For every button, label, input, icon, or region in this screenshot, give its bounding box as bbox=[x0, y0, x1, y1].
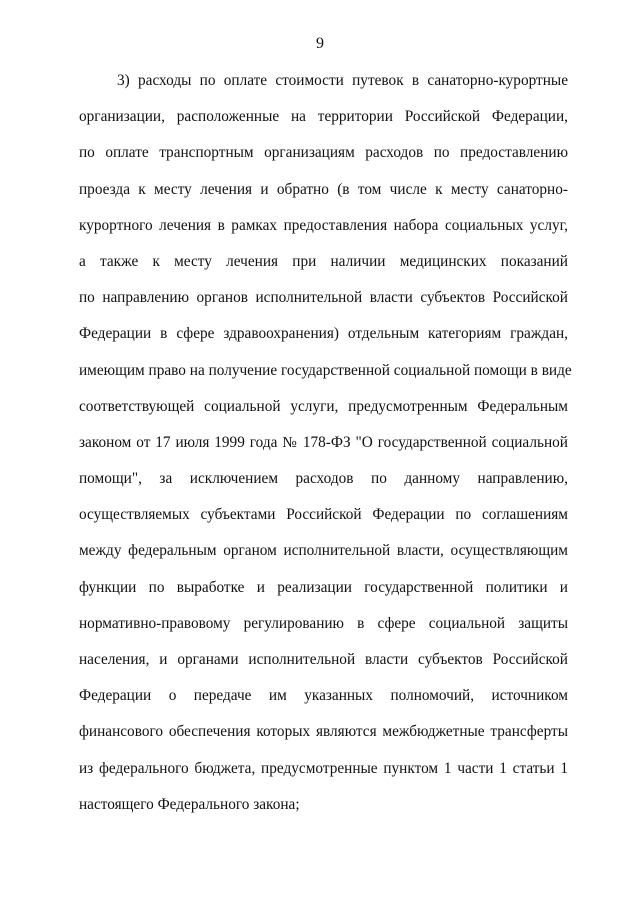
paragraph-line: организации, расположенные на территории Российской Федерации, bbox=[79, 108, 568, 126]
paragraph-line: настоящего Федерального закона; bbox=[79, 795, 300, 813]
paragraph-line: 3) расходы по оплате стоимости путевок в санаторно-курортные bbox=[117, 72, 568, 89]
paragraph-line: проезда к месту лечения и обратно (в том числе к месту санаторно- bbox=[79, 180, 568, 198]
paragraph-line: функции по выработке и реализации государственной политики и bbox=[79, 578, 568, 596]
paragraph-line: а также к месту лечения при наличии медицинских показаний bbox=[79, 252, 568, 270]
paragraph-line: по оплате транспортным организациям расходов по предоставлению bbox=[79, 144, 568, 162]
page-number: 9 bbox=[316, 35, 324, 52]
paragraph-line: нормативно-правовому регулированию в сфере социальной защиты bbox=[79, 614, 568, 632]
paragraph-line: курортного лечения в рамках предоставления набора социальных услуг, bbox=[79, 216, 568, 234]
paragraph-line: осуществляемых субъектами Российской Федерации по соглашениям bbox=[79, 506, 568, 524]
paragraph-line: Федерации о передаче им указанных полномочий, источником bbox=[79, 687, 568, 705]
paragraph-line: населения, и органами исполнительной власти субъектов Российской bbox=[79, 651, 568, 668]
paragraph-line: помощи", за исключением расходов по данному направлению, bbox=[79, 470, 568, 488]
paragraph-line: по направлению органов исполнительной власти субъектов Российской bbox=[79, 289, 568, 307]
paragraph-line: между федеральным органом исполнительной власти, осуществляющим bbox=[79, 542, 568, 560]
paragraph bbox=[79, 67, 572, 827]
paragraph-line: имеющим право на получение государственной социальной помощи в виде bbox=[79, 361, 572, 379]
paragraph-line: финансового обеспечения которых являются межбюджетные трансферты bbox=[79, 723, 568, 741]
paragraph-line: Федерации в сфере здравоохранения) отдельным категориям граждан, bbox=[79, 325, 568, 343]
paragraph-line: законом от 17 июля 1999 года № 178-ФЗ "О государственной социальной bbox=[79, 433, 568, 451]
paragraph-line: из федерального бюджета, предусмотренные пунктом 1 части 1 статьи 1 bbox=[79, 759, 568, 777]
paragraph-line: соответствующей социальной услуги, предусмотренным Федеральным bbox=[79, 397, 568, 415]
